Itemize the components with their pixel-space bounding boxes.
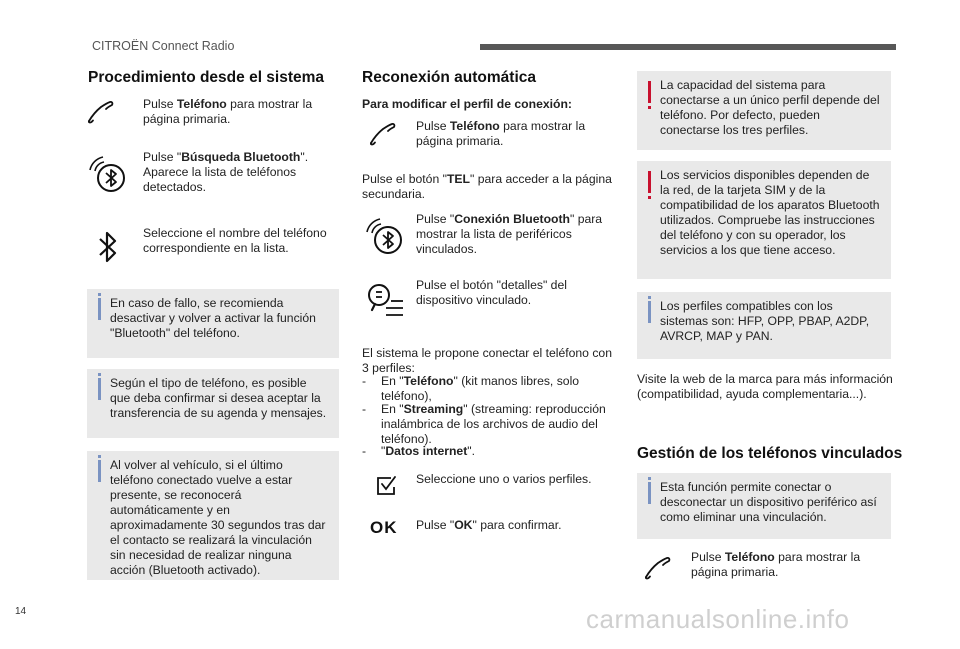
info-box-function [637, 473, 891, 539]
bluetooth-icon [97, 230, 119, 264]
procedure-step-3: Seleccione el nombre del teléfono correspondiente en la lista. [143, 226, 327, 255]
paired-phones-step: Pulse Teléfono para mostrar la página primaria. [691, 550, 861, 579]
checkbox-icon [375, 475, 397, 497]
header-title: CITROËN Connect Radio [92, 39, 235, 53]
details-icon [365, 281, 405, 321]
header-bar [480, 44, 896, 50]
section-title-procedure: Procedimiento desde el sistema [88, 69, 325, 86]
bluetooth-search-icon [87, 154, 127, 194]
phone-icon [86, 100, 120, 124]
note-text-1: En caso de fallo, se recomienda desactivar y volver a activar la función "Bluetooth" del teléfono. [110, 296, 316, 340]
reconnection-step-4: Seleccione uno o varios perfiles. [416, 472, 592, 486]
note-text-2: Según el tipo de teléfono, es posible que deba confirmar si desea aceptar la transferencia de su agenda y mensajes. [110, 376, 327, 420]
reconnection-subtitle: Para modificar el perfil de conexión: [362, 97, 572, 111]
ok-icon: OK [370, 518, 398, 537]
procedure-step-1: Pulse Teléfono para mostrar la página primaria. [143, 97, 313, 126]
warning-box-2 [637, 161, 891, 279]
section-title-reconnection: Reconexión automática [362, 69, 536, 86]
reconnection-step-2: Pulse "Conexión Bluetooth" para mostrar la lista de periféricos vinculados. [416, 212, 603, 256]
tel-instruction: Pulse el botón "TEL" para acceder a la página secundaria. [362, 172, 612, 201]
reconnection-step-3: Pulse el botón "detalles" del dispositivo vinculado. [416, 278, 567, 307]
reconnection-step-5: Pulse "OK" para confirmar. [416, 518, 562, 532]
page-number: 14 [15, 606, 27, 617]
note-box-1 [87, 289, 339, 358]
warning-text-1: La capacidad del sistema para conectarse a un único perfil depende del teléfono. Por defecto, pueden conectarse los tres perfiles. [660, 78, 880, 137]
bluetooth-connection-icon [364, 216, 404, 256]
warning-box-1 [637, 71, 891, 150]
reconnection-step-1: Pulse Teléfono para mostrar la página primaria. [416, 119, 586, 148]
warning-text-2: Los servicios disponibles dependen de la red, de la tarjeta SIM y de la compatibilidad de los aparatos Bluetooth utilizados. Compruebe las instrucciones del teléfono y con su operador, los servicios a los que tiene acceso. [660, 168, 880, 257]
profile-item-3: - "Datos internet". [362, 444, 475, 458]
info-text-profiles: Los perfiles compatibles con los sistemas son: HFP, OPP, PBAP, A2DP, AVRCP, MAP y PAN. [660, 299, 870, 343]
visit-website-text: Visite la web de la marca para más información (compatibilidad, ayuda complementaria...). [637, 372, 893, 401]
info-text-function: Esta función permite conectar o desconectar un dispositivo periférico así como eliminar una vinculación. [660, 480, 877, 524]
note-box-2 [87, 369, 339, 438]
profile-item-1: - En "Teléfono" (kit manos libres, solo teléfono), [362, 374, 580, 403]
info-box-profiles [637, 292, 891, 359]
section-title-paired-phones: Gestión de los teléfonos vinculados [637, 445, 903, 462]
phone-icon [368, 122, 402, 146]
phone-icon [643, 556, 677, 580]
note-text-3: Al volver al vehículo, si el último teléfono conectado vuelve a estar presente, se reconocerá automáticamente y en aproximadamente 30 segundos tras dar el contacto se realizará la vinculación sin necesidad de realizar ninguna acción (Bluetooth activado). [110, 458, 326, 577]
note-box-3 [87, 451, 339, 580]
procedure-step-2: Pulse "Búsqueda Bluetooth". Aparece la lista de teléfonos detectados. [143, 150, 309, 194]
profile-item-2: - En "Streaming" (streaming: reproducción inalámbrica de los archivos de audio del teléfono). [362, 402, 606, 446]
watermark: carmanualsonline.info [586, 604, 850, 634]
profiles-intro: El sistema le propone conectar el teléfono con 3 perfiles: [362, 346, 612, 375]
